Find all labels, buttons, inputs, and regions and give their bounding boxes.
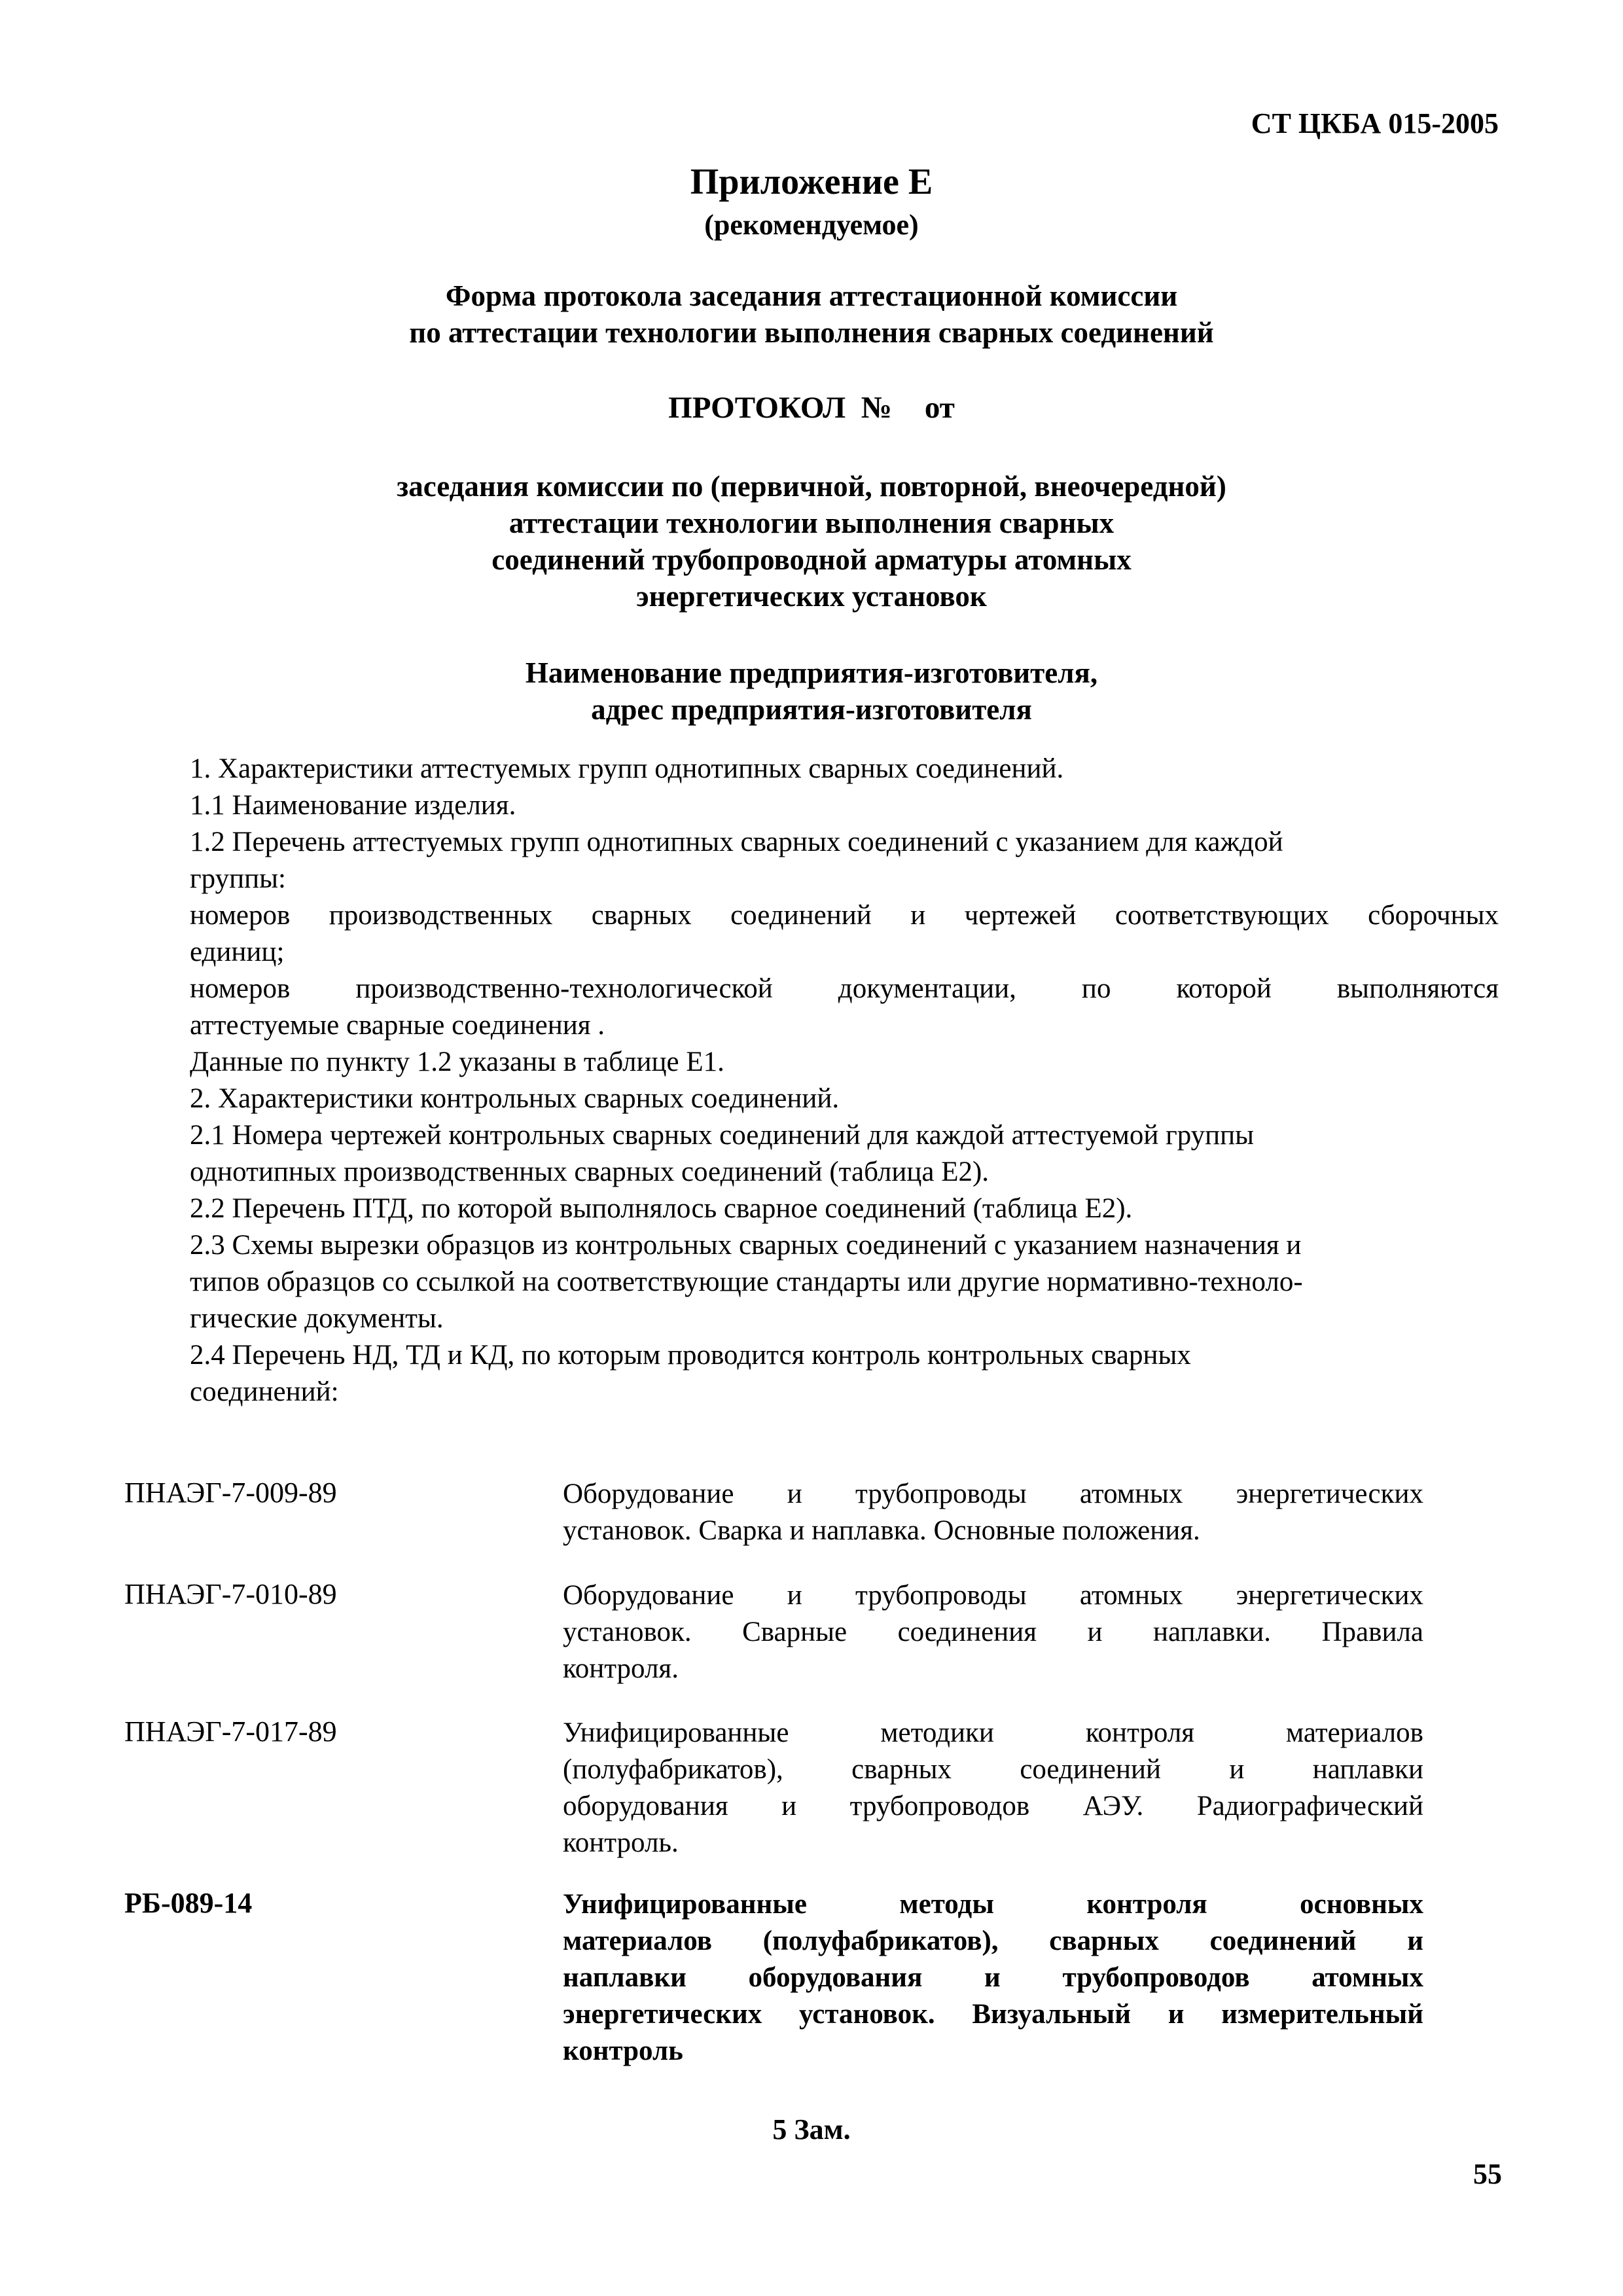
appendix-subtitle: (рекомендуемое) [704,209,919,241]
form-title-line-1: Форма протокола заседания аттестационной комиссии [445,279,1178,312]
item-line: 2. Характеристики контрольных сварных соединений. [190,1083,840,1114]
reference-code: ПНАЭГ-7-009-89 [124,1477,337,1509]
enterprise-address: адрес предприятия-изготовителя [591,693,1032,726]
item-line: номеров производственно-технологической документации, по которой выполняются [190,973,1499,1004]
meeting-title-line-3: соединений трубопроводной арматуры атомных [491,543,1132,576]
reference-description: Оборудование и трубопроводы атомных энергетических установок. Сварка и наплавка. Основные положения. [563,1479,1423,1546]
item-line: единиц; [190,937,285,967]
reference-description: Унифицированные методики контроля материалов (полуфабрикатов), сварных соединений и наплавки оборудования и трубопроводов АЭУ. Радиографический контроль. [563,1717,1423,1858]
appendix-title: Приложение Е [690,162,933,202]
meeting-title-line-2: аттестации технологии выполнения сварных [508,507,1115,539]
reference-description: Оборудование и трубопроводы атомных энергетических установок. Сварные соединения и наплавки. Правила контроля. [563,1580,1423,1684]
item-line: типов образцов со ссылкой на соответствующие стандарты или другие нормативно-техноло- [190,1266,1303,1297]
item-line: 1. Характеристики аттестуемых групп однотипных сварных соединений. [190,753,1064,784]
item-line: 1.1 Наименование изделия. [190,790,516,821]
protocol-number-sign: № [861,391,892,425]
document-code: СТ ЦКБА 015-2005 [1251,107,1499,139]
change-note: 5 Зам. [772,2113,851,2145]
item-line: гические документы. [190,1303,444,1334]
item-line: 2.1 Номера чертежей контрольных сварных соединений для каждой аттестуемой группы [190,1120,1255,1151]
item-line: номеров производственных сварных соединений и чертежей соответствующих сборочных [190,900,1499,931]
page-number: 55 [1473,2158,1502,2190]
reference-code: РБ-089-14 [124,1887,253,1919]
reference-code: ПНАЭГ-7-017-89 [124,1715,337,1748]
protocol-from: от [924,391,955,425]
reference-code: ПНАЭГ-7-010-89 [124,1578,337,1610]
form-title-line-2: по аттестации технологии выполнения сварных соединений [409,316,1214,349]
reference-description: Унифицированные методы контроля основных материалов (полуфабрикатов), сварных соединений и наплавки оборудования и трубопроводов атомных энергетических установок. Визуальный и измерительный контроль [563,1889,1423,2066]
item-line: соединений: [190,1376,339,1407]
item-line: группы: [190,863,286,894]
item-line: 2.4 Перечень НД, ТД и КД, по которым проводится контроль контрольных сварных [190,1340,1191,1371]
enterprise-name: Наименование предприятия-изготовителя, [525,656,1098,689]
item-line: 2.2 Перечень ПТД, по которой выполнялось сварное соединений (таблица Е2). [190,1193,1133,1224]
meeting-title-line-4: энергетических установок [636,580,987,613]
item-line: аттестуемые сварные соединения . [190,1010,605,1041]
item-line: 1.2 Перечень аттестуемых групп однотипных сварных соединений с указанием для каждой [190,827,1283,857]
item-line: однотипных производственных сварных соединений (таблица Е2). [190,1157,990,1187]
item-line: Данные по пункту 1.2 указаны в таблице Е1. [190,1047,724,1077]
item-line: 2.3 Схемы вырезки образцов из контрольных сварных соединений с указанием назначения и [190,1230,1302,1261]
protocol-heading [0,390,1623,425]
protocol-word: ПРОТОКОЛ [668,391,846,425]
meeting-title-line-1: заседания комиссии по (первичной, повторной, внеочередной) [397,470,1226,503]
